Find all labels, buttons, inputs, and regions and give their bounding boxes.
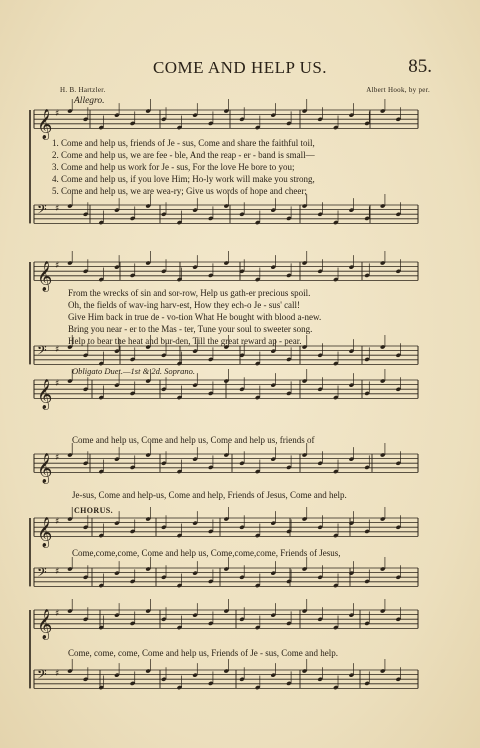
composer-credit: H. B. Hartzler.: [60, 86, 106, 94]
sharp-sign: ♯: [55, 261, 60, 271]
author-credit: Albert Hook, by per.: [366, 86, 430, 94]
verse-1-line-1: 1. Come and help us, friends of Je - sus, Come and share the faithful toil,: [52, 138, 315, 148]
verse-5-line-2: Help to bear the heat and bur-den, Till the great reward ap - pear.: [68, 336, 302, 346]
verse-4-line-2: Bring you near - er to the Mas - ter, Tune your soul to sweeter song.: [68, 324, 313, 334]
bass-clef: 𝄢: [37, 202, 47, 220]
chorus-lyric-1: Come,come,come, Come and help us, Come,come,come, Friends of Jesus,: [72, 548, 341, 558]
tempo-marking: Allegro.: [74, 96, 105, 106]
treble-clef: 𝄞: [37, 609, 53, 640]
sharp-sign: ♯: [55, 204, 60, 214]
verse-2-line-2: Oh, the fields of wav-ing harv-est, How they ech-o Je - sus' call!: [68, 300, 301, 310]
sharp-sign: ♯: [55, 567, 60, 577]
verse-3-line-2: Give Him back in true de - vo-tion What He bought with blood a-new.: [68, 312, 322, 322]
verse-1-line-2: From the wrecks of sin and sor-row, Help us gath-er precious spoil.: [68, 288, 311, 298]
bass-clef: 𝄢: [37, 667, 47, 685]
chorus-lyric-2: Come, come, come, Come and help us, Friends of Je - sus, Come and help.: [68, 648, 338, 658]
sharp-sign: ♯: [55, 379, 60, 389]
sharp-sign: ♯: [55, 345, 60, 355]
verse-5-line-1: 5. Come and help us, we are wea-ry; Give us words of hope and cheer;: [52, 186, 307, 196]
chorus-label: CHORUS.: [74, 506, 114, 515]
duet-label: Obligato Duet.—1st & 2d. Soprano.: [72, 366, 196, 376]
treble-clef: 𝄞: [37, 109, 53, 140]
verse-2-line-1: 2. Come and help us, we are fee - ble, And the reap - er - band is small—: [52, 150, 315, 160]
treble-clef: 𝄞: [37, 261, 53, 292]
sharp-sign: ♯: [55, 669, 60, 679]
sharp-sign: ♯: [55, 609, 60, 619]
verse-3-line-1: 3. Come and help us work for Je - sus, For the love He bore to you;: [52, 162, 295, 172]
duet-lyric-2: Je-sus, Come and help-us, Come and help, Friends of Jesus, Come and help.: [72, 490, 347, 500]
hymn-title: COME AND HELP US.: [152, 58, 328, 77]
sharp-sign: ♯: [55, 109, 60, 119]
sharp-sign: ♯: [55, 517, 60, 527]
treble-clef: 𝄞: [37, 517, 53, 548]
bass-clef: 𝄢: [37, 343, 47, 361]
hymn-number: 85.: [408, 56, 432, 77]
duet-lyric-1: Come and help us, Come and help us, Come and help us, friends of: [72, 435, 315, 445]
bass-clef: 𝄢: [37, 565, 47, 583]
treble-clef: 𝄞: [37, 379, 53, 410]
verse-4-line-1: 4. Come and help us, if you love Him; Ho-ly work will make you strong,: [52, 174, 315, 184]
sharp-sign: ♯: [55, 453, 60, 463]
treble-clef: 𝄞: [37, 453, 53, 484]
